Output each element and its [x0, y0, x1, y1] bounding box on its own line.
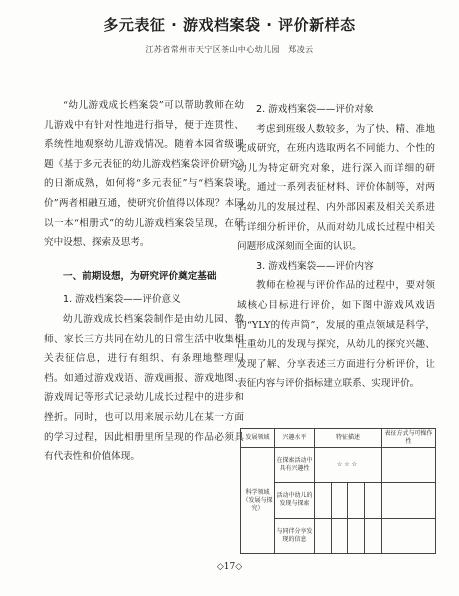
- table-header-cell: 兴趣水平: [275, 429, 315, 448]
- table-row: [241, 448, 436, 483]
- table-cell-empty: [382, 483, 436, 518]
- table-cell-empty: [382, 448, 436, 483]
- evaluation-table-figure: [240, 428, 436, 554]
- table-cell-desc: 与同伴分享发现的信息: [275, 518, 315, 553]
- table-cell-empty: [365, 518, 382, 553]
- table-header-cell: 发展领域: [241, 429, 275, 448]
- table-cell-domain: 科学领域（发展与探究）: [241, 448, 275, 554]
- author-byline: 江苏省常州市天宁区茶山中心幼儿园 郑凌云: [145, 45, 314, 54]
- table-cell-empty: [331, 483, 348, 518]
- page-title: 多元表征 · 游戏档案袋 · 评价新样态: [103, 16, 356, 34]
- table-cell-desc: 在探索活动中具有兴趣性: [275, 448, 315, 483]
- evaluation-content-paragraph: 教师在检视与评价作品的过程中，要对领域核心目标进行评价，如下图中游戏风戏语的“YLY的传声筒”，发展的重点领域是科学，注重幼儿的发现与探究，从幼儿的探究兴趣、发现了解、分享表述三方面进行分析评价，让表征内容与评价指标建立联系、实现评价。: [237, 280, 435, 390]
- section-heading: 一、前期设想，为研究评价奠定基础: [63, 270, 217, 282]
- right-column: [237, 100, 435, 394]
- table-cell-desc: 活动中幼儿的发现与探索: [275, 483, 315, 518]
- page-number: ◇17◇: [216, 562, 243, 572]
- table-header-cell: 表征方式与可操作性: [382, 429, 436, 448]
- evaluation-object-paragraph: 考虑到班级人数较多，为了快、精、准地完成研究，在班内选取两名不同能力、个性的幼儿为特定研究对象，进行深入而详细的研究。通过一系列表征材料、评价体制等，对两名幼儿的发展过程、内外部因素及相关关系进行详细分析评价，从而对幼儿成长过程中相关问题形成深刻而全面的认识。: [237, 123, 435, 253]
- table-cell-empty: [365, 483, 382, 518]
- table-cell-empty: [315, 518, 332, 553]
- intro-paragraph: “幼儿游戏成长档案袋”可以帮助教师在幼儿游戏中有针对性地进行指导，便于连贯性、系统性地观察幼儿游戏情况。随着本园省级课题《基于多元表征的幼儿游戏档案袋评价研究》的日渐成熟，如何将“多元表征”与“档案袋评价”两者相融互通，使研究价值得以体现？本园以一本“相册式”的幼儿游戏档案袋呈现，在研究中设想、探索及思考。: [44, 100, 244, 249]
- table-cell-empty: [382, 518, 436, 553]
- table-cell-empty: [348, 483, 365, 518]
- table-header-row: [241, 429, 436, 448]
- left-column: [44, 96, 244, 467]
- table-header-cell: 特征描述: [315, 429, 382, 448]
- evaluation-meaning-paragraph: 幼儿游戏成长档案袋制作是由幼儿园、教师、家长三方共同在幼儿的日常生活中收集相关表征信息，进行有组织、有条理地整理归档。如通过游戏戏语、游戏画报、游戏地图、游戏周记等形式记录幼儿成长过程中的进步和挫折。同时，也可以用来展示幼儿在某一方面的学习过程，因此相册里所呈现的作品必须具有代表性和价值体现。: [44, 313, 244, 463]
- table-cell-empty: [331, 518, 348, 553]
- subheading-evaluation-object: 2. 游戏档案袋——评价对象: [256, 104, 374, 115]
- table-cell-stars: ☆☆☆: [315, 448, 382, 483]
- subheading-evaluation-meaning: 1. 游戏档案袋——评价意义: [63, 294, 181, 306]
- table-cell-empty: [315, 483, 332, 518]
- subheading-evaluation-content: 3. 游戏档案袋——评价内容: [256, 260, 374, 272]
- table-cell-empty: [348, 518, 365, 553]
